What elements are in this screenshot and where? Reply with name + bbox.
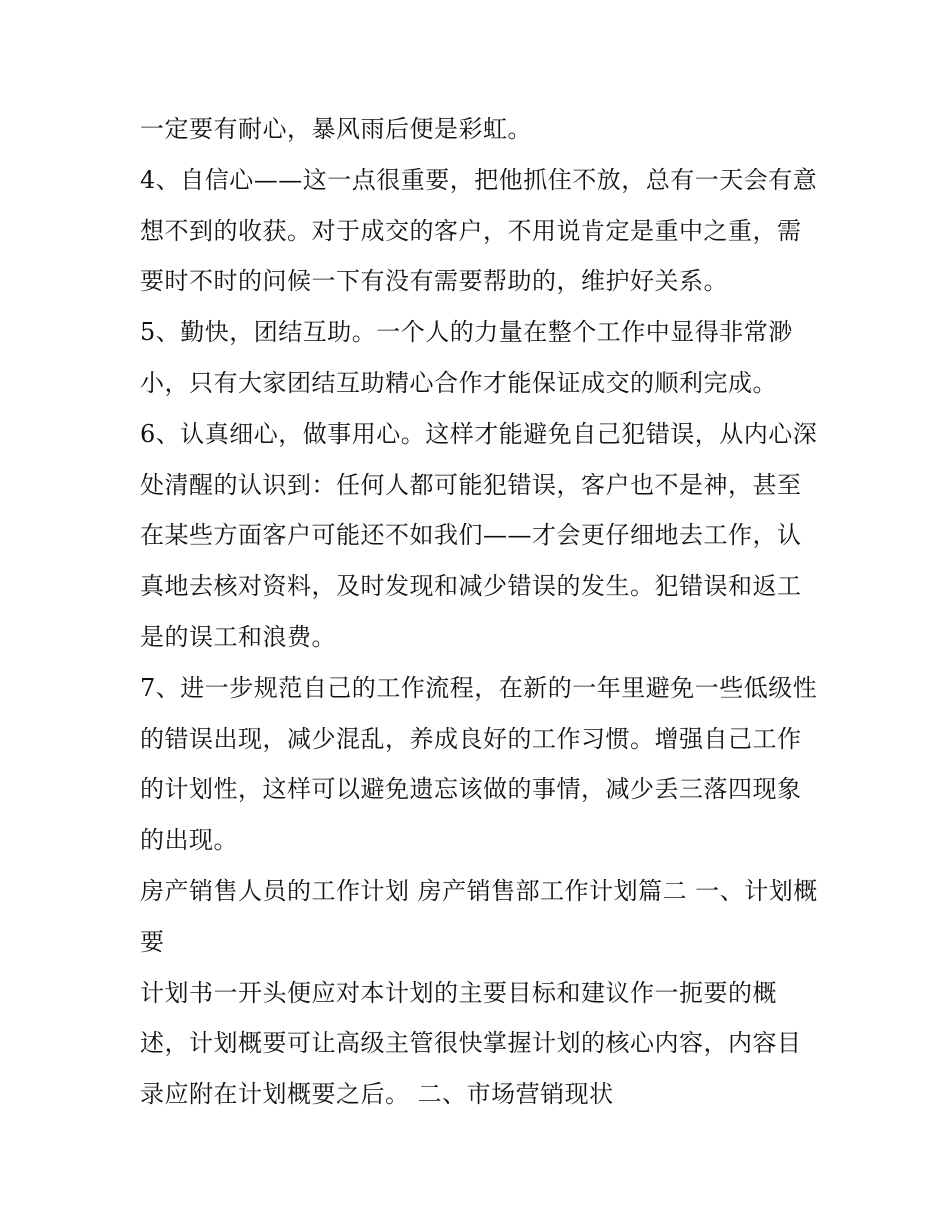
paragraph-carefulness: 6、认真细心，做事用心。这样才能避免自己犯错误，从内心深处清醒的认识到：任何人都可能犯错误，客户也不是神，甚至在某些方面客户可能还不如我们——才会更仔细地去工作，认真地去核对资料，及时发现和减少错误的发生。犯错误和返工是的误工和浪费。	[140, 419, 818, 651]
paragraph-patience: 一定要有耐心，暴风雨后便是彩虹。	[140, 115, 532, 143]
paragraph-diligence: 5、勤快，团结互助。一个人的力量在整个工作中显得非常渺小，只有大家团结互助精心合作才能保证成交的顺利完成。	[140, 318, 793, 397]
paragraph-plan-summary: 计划书一开头便应对本计划的主要目标和建议作一扼要的概述，计划概要可让高级主管很快掌握计划的核心内容，内容目录应附在计划概要之后。 二、市场营销现状	[140, 978, 802, 1109]
paragraph-confidence: 4、自信心——这一点很重要，把他抓住不放，总有一天会有意想不到的收获。对于成交的客户，不用说肯定是重中之重，需要时不时的问候一下有没有需要帮助的，维护好关系。	[140, 165, 818, 296]
paragraph-plan-title: 房产销售人员的工作计划 房产销售部工作计划篇二 一、计划概要	[140, 876, 818, 956]
paragraph-workflow: 7、进一步规范自己的工作流程，在新的一年里避免一些低级性的错误出现，减少混乱，养成良好的工作习惯。增强自己工作的计划性，这样可以避免遗忘该做的事情，减少丢三落四现象的出现。	[140, 673, 818, 855]
document-body	[140, 104, 820, 1120]
